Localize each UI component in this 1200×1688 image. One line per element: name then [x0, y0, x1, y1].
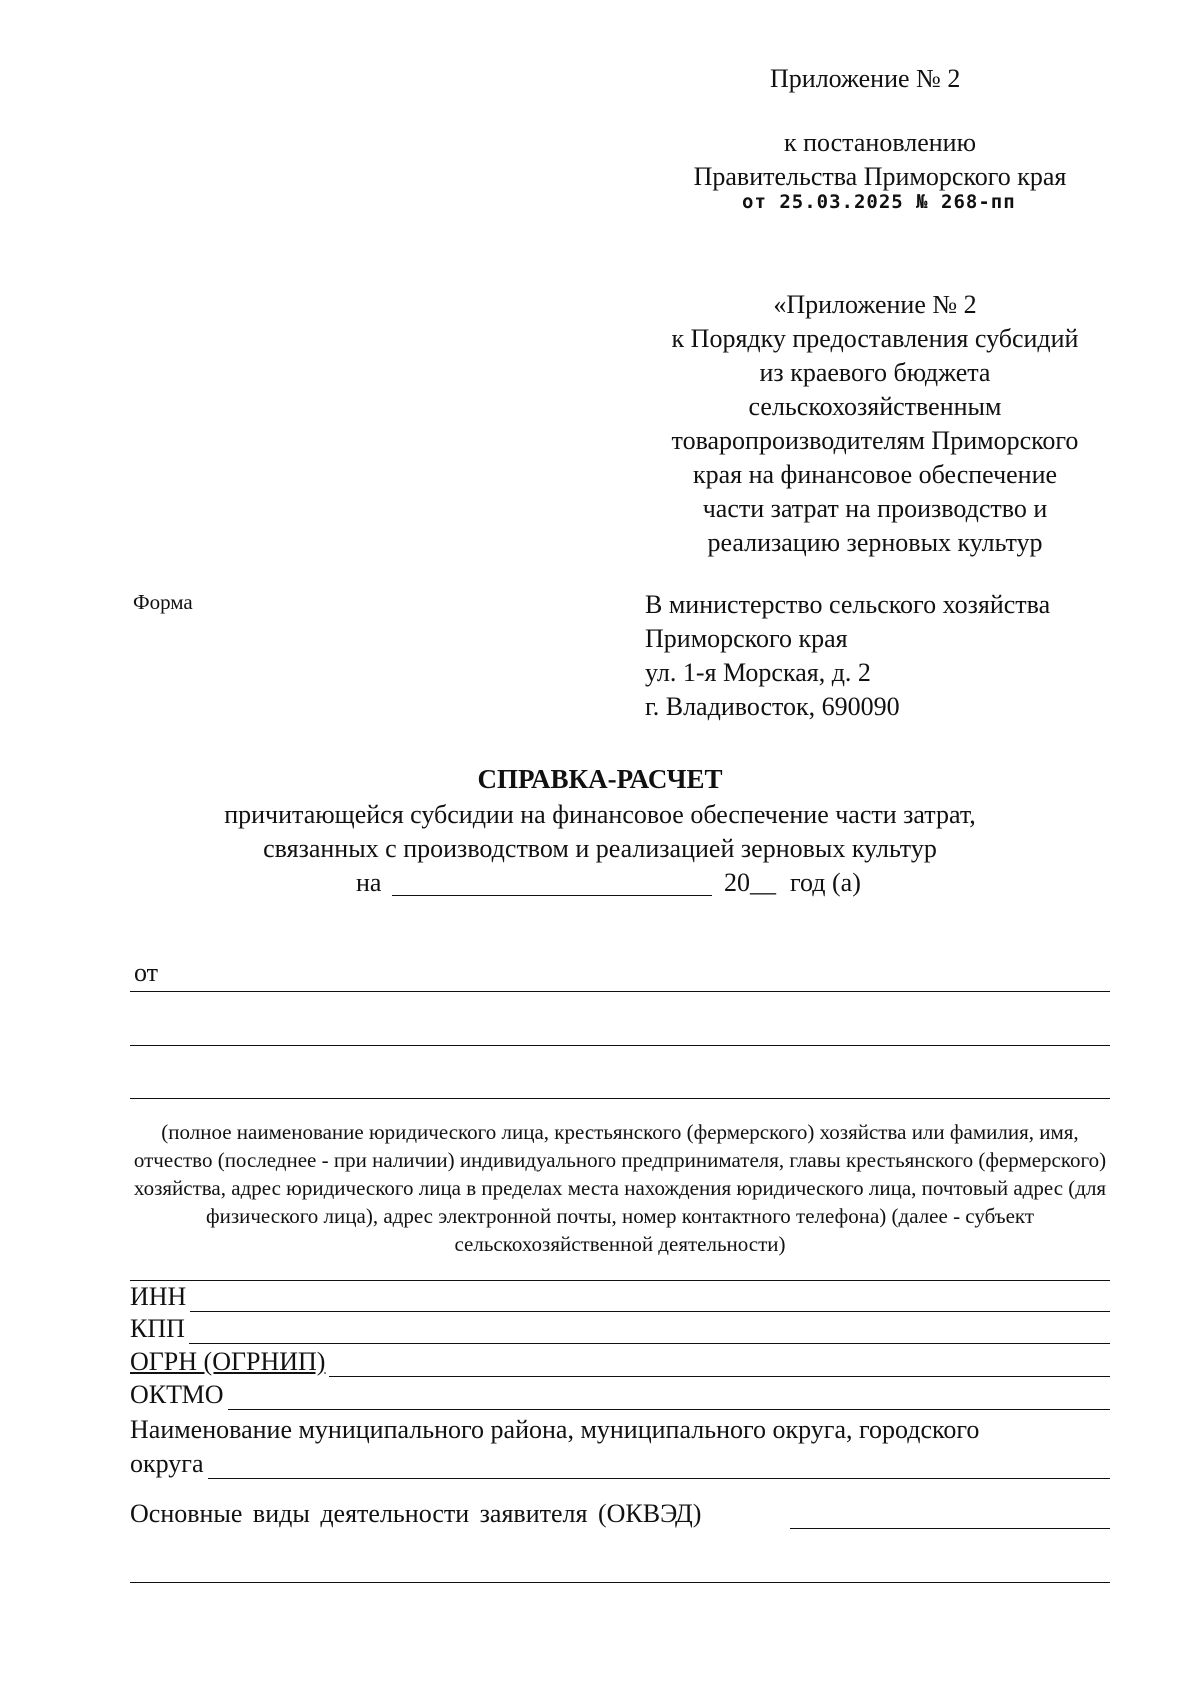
kpp-field[interactable] [130, 1314, 1110, 1344]
addressee-line: ул. 1-я Морская, д. 2 [645, 658, 871, 687]
okved-extra-line[interactable] [130, 1582, 1110, 1583]
addressee-line: Приморского края [645, 624, 848, 653]
okved-underline [790, 1528, 1110, 1529]
inner-annex-line: края на финансовое обеспечение [692, 460, 1058, 489]
oktmo-label: ОКТМО [130, 1380, 228, 1410]
applicant-line-2[interactable] [130, 1045, 1110, 1046]
period-suffix: год (а) [790, 868, 861, 897]
hint-underline[interactable] [130, 1280, 1110, 1281]
annex-government: Правительства Приморского края [693, 162, 1067, 191]
inner-annex-line: товаропроизводителям Приморского [671, 426, 1079, 455]
inner-annex-line: «Приложение № 2 [773, 290, 977, 319]
ogrn-label: ОГРН (ОГРНИП) [130, 1347, 329, 1377]
inner-annex-line: части затрат на производство и [702, 494, 1048, 523]
inn-field[interactable] [130, 1282, 1110, 1312]
kpp-label: КПП [130, 1314, 189, 1344]
addressee-line: В министерство сельского хозяйства [645, 590, 1051, 619]
inner-annex-line: из краевого бюджета [759, 358, 991, 387]
oktmo-field[interactable] [130, 1380, 1110, 1410]
inner-annex [630, 288, 1120, 560]
heading-line-1: причитающейся субсидии на финансовое обеспечение части затрат, [224, 800, 976, 829]
applicant-line-3[interactable] [130, 1098, 1110, 1099]
ogrn-field[interactable] [130, 1347, 1110, 1377]
municipality-label-line-2: округа [130, 1449, 208, 1479]
municipality-underline [130, 1478, 1110, 1479]
inner-annex-line: сельскохозяйственным [748, 392, 1002, 421]
inn-underline [130, 1311, 1110, 1312]
municipality-label-line-1: Наименование муниципального района, муниципального округа, городского [130, 1415, 980, 1444]
applicant-line-1[interactable] [130, 991, 1110, 992]
addressee [645, 588, 1050, 724]
document-title: СПРАВКА-РАСЧЕТ [477, 764, 723, 794]
annex-resolution: к постановлению [783, 128, 977, 157]
municipality-field[interactable] [130, 1449, 1110, 1479]
heading-line-2: связанных с производством и реализацией зерновых культур [263, 834, 937, 863]
annex-title: Приложение № 2 [770, 64, 961, 93]
oktmo-underline [130, 1409, 1110, 1410]
period-year: 20__ [724, 868, 776, 897]
okved-label: Основные виды деятельности заявителя (ОКВЭД) [130, 1499, 705, 1529]
period-blank[interactable] [392, 895, 712, 896]
kpp-underline [130, 1343, 1110, 1344]
inner-annex-line: реализацию зерновых культур [707, 528, 1043, 557]
applicant-hint: (полное наименование юридического лица, крестьянского (фермерского) хозяйства или фамилия, имя, отчество (последнее - при наличии) индивидуального предпринимателя, главы крестьянского (фермерского) хозяйства, адрес юридического лица в пределах места нахождения юридического лица, почтовый адрес (для физического лица), адрес электронной почты, номер контактного телефона) (далее - субъект сельскохозяйственной деятельности) [133, 1120, 1107, 1256]
form-label: Форма [133, 590, 193, 614]
inn-label: ИНН [130, 1282, 190, 1312]
from-label: от [134, 958, 159, 987]
annex-number-date: от 25.03.2025 № 268-пп [742, 191, 1016, 213]
okved-field[interactable] [130, 1499, 1110, 1529]
period-prefix: на [356, 868, 382, 897]
addressee-line: г. Владивосток, 690090 [645, 692, 900, 721]
inner-annex-line: к Порядку предоставления субсидий [671, 324, 1079, 353]
period-line [0, 866, 1200, 900]
